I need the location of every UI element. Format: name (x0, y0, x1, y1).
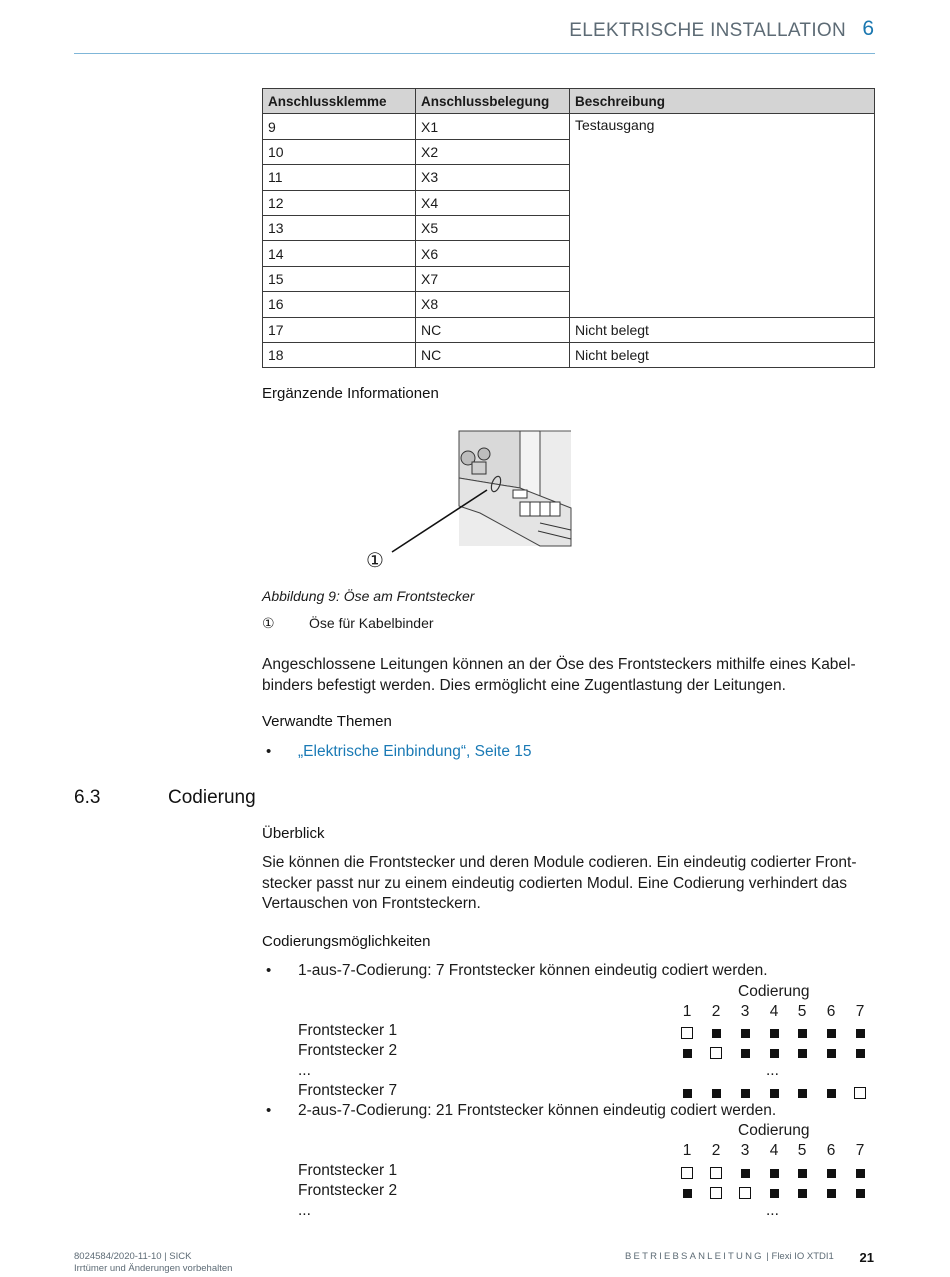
options-heading: Codierungsmöglichkeiten (262, 933, 431, 950)
legend-text: Öse für Kabelbinder (309, 615, 434, 631)
coded-filled-square-icon (823, 1165, 839, 1181)
coding-row-label: Frontstecker 7 (298, 1082, 398, 1099)
coding-row-label: ... (298, 1062, 311, 1079)
manual-type: BETRIEBSANLEITUNG (625, 1251, 764, 1262)
table-row (263, 342, 875, 367)
coding1-label: Codierung (738, 983, 810, 1000)
coding-column-number: 4 (769, 1003, 779, 1020)
terminal-cell: 15 (263, 266, 416, 291)
section-title: Codierung (168, 787, 256, 808)
chapter-number: 6 (862, 17, 874, 40)
connector-illustration (360, 428, 575, 573)
overview-heading: Überblick (262, 825, 325, 842)
assignment-cell: NC (416, 317, 570, 342)
overview-paragraph: Sie können die Frontstecker und deren Module codieren. Ein eindeutig codierter Frontstecker passt nur zu einem eindeutig codierten Modul. Eine Codierung verhindert das Vertauschen von Frontsteckern. (262, 854, 857, 912)
description-cell: Nicht belegt (570, 317, 875, 342)
coded-filled-square-icon (737, 1085, 753, 1101)
terminal-cell: 11 (263, 165, 416, 190)
coding-column-number: 7 (855, 1003, 865, 1020)
coded-filled-square-icon (737, 1165, 753, 1181)
bullet-icon: • (266, 743, 272, 760)
figure-legend (262, 615, 434, 632)
terminal-cell: 9 (263, 114, 416, 139)
disclaimer: Irrtümer und Änderungen vorbehalten (74, 1263, 233, 1274)
coded-filled-square-icon (852, 1185, 868, 1201)
table-row (263, 317, 875, 342)
coded-empty-square-icon (708, 1185, 724, 1201)
legend-number: ① (262, 615, 275, 631)
coded-filled-square-icon (794, 1165, 810, 1181)
coded-empty-square-icon (737, 1185, 753, 1201)
coding-row-label: ... (298, 1202, 311, 1219)
table-header-row (263, 89, 875, 114)
coded-filled-square-icon (794, 1025, 810, 1041)
coding-column-number: 7 (855, 1142, 865, 1159)
coded-filled-square-icon (766, 1085, 782, 1101)
product-name: | Flexi IO XTDI1 (766, 1251, 834, 1262)
coded-empty-square-icon (679, 1025, 695, 1041)
coded-filled-square-icon (679, 1185, 695, 1201)
related-topics-heading: Verwandte Themen (262, 713, 392, 730)
coding2-bullet-text: 2-aus-7-Codierung: 21 Frontstecker können eindeutig codiert werden. (298, 1102, 777, 1119)
description-cell: Testausgang (570, 114, 875, 317)
coded-filled-square-icon (766, 1165, 782, 1181)
coded-filled-square-icon (708, 1085, 724, 1101)
terminal-cell: 12 (263, 190, 416, 215)
assignment-cell: X3 (416, 165, 570, 190)
coded-filled-square-icon (737, 1025, 753, 1041)
column-header: Anschlussklemme (263, 89, 416, 114)
chapter-title: ELEKTRISCHE INSTALLATION (569, 20, 846, 41)
coded-filled-square-icon (737, 1045, 753, 1061)
coded-filled-square-icon (708, 1025, 724, 1041)
paragraph: Angeschlossene Leitungen können an der Öse des Frontsteckers mithilfe eines Kabelbinders befestigt werden. Dies ermöglicht eine Zugentlastung der Leitungen. (262, 656, 856, 694)
coded-filled-square-icon (823, 1185, 839, 1201)
table-row (263, 114, 875, 139)
coded-filled-square-icon (823, 1025, 839, 1041)
assignment-cell: X8 (416, 292, 570, 317)
assignment-cell: X2 (416, 139, 570, 164)
coding-row-label: Frontstecker 2 (298, 1042, 398, 1059)
coded-filled-square-icon (679, 1045, 695, 1061)
footer-manual (625, 1251, 834, 1262)
coded-filled-square-icon (852, 1025, 868, 1041)
coding-column-number: 4 (769, 1142, 779, 1159)
coding-ellipsis: ... (766, 1202, 779, 1219)
coded-empty-square-icon (708, 1165, 724, 1181)
coded-filled-square-icon (852, 1045, 868, 1061)
header-divider (74, 53, 875, 54)
coding-column-number: 1 (682, 1003, 692, 1020)
coded-filled-square-icon (823, 1045, 839, 1061)
coding-column-number: 3 (740, 1142, 750, 1159)
coding-row-label: Frontstecker 1 (298, 1022, 398, 1039)
coded-filled-square-icon (794, 1085, 810, 1101)
coded-empty-square-icon (679, 1165, 695, 1181)
figure-caption: Abbildung 9: Öse am Frontstecker (262, 588, 475, 604)
terminal-table (262, 88, 875, 368)
assignment-cell: X7 (416, 266, 570, 291)
coding-column-number: 5 (797, 1003, 807, 1020)
coding-column-number: 1 (682, 1142, 692, 1159)
description-cell: Nicht belegt (570, 342, 875, 367)
coding-row-label: Frontstecker 1 (298, 1162, 398, 1179)
coded-filled-square-icon (852, 1165, 868, 1181)
coding-column-number: 6 (826, 1003, 836, 1020)
coding-column-number: 2 (711, 1142, 721, 1159)
page-number: 21 (859, 1250, 874, 1265)
terminal-cell: 10 (263, 139, 416, 164)
assignment-cell: X1 (416, 114, 570, 139)
coded-filled-square-icon (766, 1025, 782, 1041)
coded-filled-square-icon (679, 1085, 695, 1101)
column-header: Anschlussbelegung (416, 89, 570, 114)
coding-column-number: 6 (826, 1142, 836, 1159)
coded-filled-square-icon (794, 1185, 810, 1201)
coded-filled-square-icon (766, 1185, 782, 1201)
coding-column-number: 2 (711, 1003, 721, 1020)
coding-row-label: Frontstecker 2 (298, 1182, 398, 1199)
bullet-icon: • (266, 1102, 272, 1119)
section-number: 6.3 (74, 787, 101, 808)
coding2-label: Codierung (738, 1122, 810, 1139)
coded-empty-square-icon (708, 1045, 724, 1061)
assignment-cell: X4 (416, 190, 570, 215)
supplementary-heading: Ergänzende Informationen (262, 385, 439, 402)
terminal-cell: 13 (263, 215, 416, 240)
terminal-cell: 16 (263, 292, 416, 317)
related-topic-link[interactable]: „Elektrische Einbindung“, Seite 15 (298, 743, 532, 760)
coded-filled-square-icon (794, 1045, 810, 1061)
footer-doc-info (74, 1251, 232, 1275)
assignment-cell: NC (416, 342, 570, 367)
coded-filled-square-icon (823, 1085, 839, 1101)
coded-empty-square-icon (852, 1085, 868, 1101)
assignment-cell: X6 (416, 241, 570, 266)
coding-column-number: 5 (797, 1142, 807, 1159)
coding-column-number: 3 (740, 1003, 750, 1020)
coded-filled-square-icon (766, 1045, 782, 1061)
callout-marker: ① (366, 550, 384, 572)
assignment-cell: X5 (416, 215, 570, 240)
terminal-cell: 18 (263, 342, 416, 367)
coding-ellipsis: ... (766, 1062, 779, 1079)
coding1-bullet-text: 1-aus-7-Codierung: 7 Frontstecker können eindeutig codiert werden. (298, 962, 768, 979)
doc-id: 8024584/2020-11-10 | SICK (74, 1251, 192, 1262)
terminal-cell: 17 (263, 317, 416, 342)
column-header: Beschreibung (570, 89, 875, 114)
bullet-icon: • (266, 962, 272, 979)
terminal-cell: 14 (263, 241, 416, 266)
